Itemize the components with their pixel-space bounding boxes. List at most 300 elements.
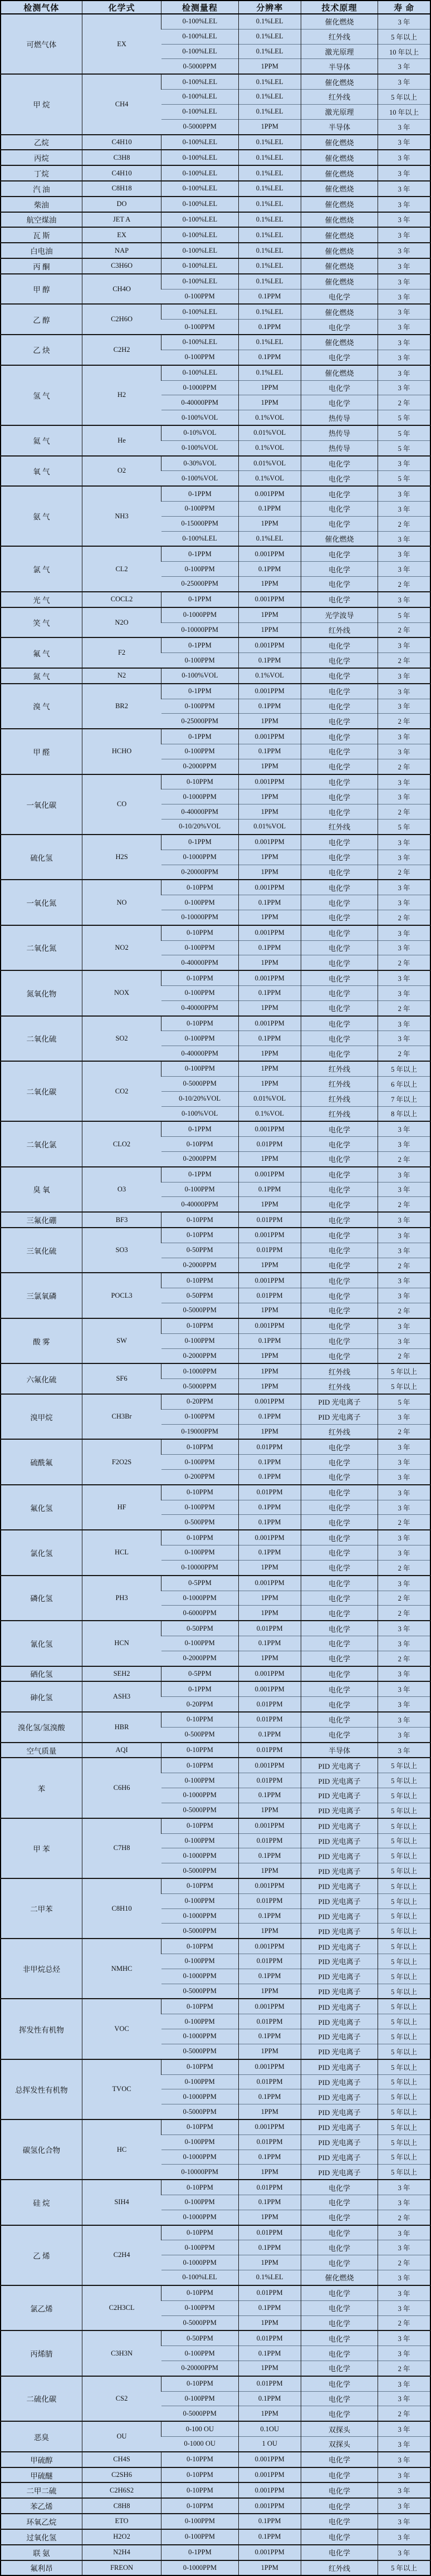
formula-cell: OU — [82, 2421, 161, 2452]
gas-group-start-row — [1, 2376, 430, 2391]
gas-name-cell: 丙烯腈 — [1, 2330, 82, 2376]
range-cell: 0-100%LEL — [161, 227, 238, 243]
column-header: 检测气体 — [1, 1, 82, 14]
resolution-cell: 0.1PPM — [238, 2391, 301, 2406]
formula-cell: ETO — [82, 2514, 161, 2529]
formula-cell: C3H6O — [82, 258, 161, 274]
resolution-cell: 0.001PPM — [238, 774, 301, 789]
principle-cell: 电化学 — [301, 1439, 378, 1454]
resolution-cell: 0.001PPM — [238, 1878, 301, 1893]
principle-cell: PID 光电离子 — [301, 1803, 378, 1818]
principle-cell: 电化学 — [301, 350, 378, 365]
gas-name-cell: 氟 气 — [1, 637, 82, 668]
lifespan-cell: 5 年以上 — [378, 1833, 430, 1848]
lifespan-cell: 3 年 — [378, 2195, 430, 2210]
formula-cell: F2 — [82, 637, 161, 668]
range-cell: 0-10PPM — [161, 1999, 238, 2014]
range-cell: 0-10000PPM — [161, 910, 238, 925]
lifespan-cell: 3 年 — [378, 1743, 430, 1758]
principle-cell: 电化学 — [301, 2300, 378, 2315]
lifespan-cell: 3 年 — [378, 1666, 430, 1682]
range-cell: 0-1000PPM — [161, 2029, 238, 2044]
formula-cell: VOC — [82, 1999, 161, 2059]
principle-cell: 电化学 — [301, 1727, 378, 1742]
range-cell: 0-100 OU — [161, 2421, 238, 2436]
lifespan-cell: 6 年以上 — [378, 1076, 430, 1091]
lifespan-cell: 5 年以上 — [378, 1878, 430, 1893]
lifespan-cell: 5 年以上 — [378, 1788, 430, 1803]
range-cell: 0-100PPM — [161, 1773, 238, 1788]
range-cell: 0-1000PPM — [161, 2150, 238, 2165]
resolution-cell: 0.1%LEL — [238, 212, 301, 228]
range-cell: 0-10PPM — [161, 925, 238, 940]
principle-cell: 电化学 — [301, 835, 378, 850]
range-cell: 0-100PPM — [161, 1500, 238, 1515]
resolution-cell: 0.01PPM — [238, 1743, 301, 1758]
lifespan-cell: 8 年以上 — [378, 1106, 430, 1121]
range-cell: 0-10PPM — [161, 1137, 238, 1152]
lifespan-cell: 2 年 — [378, 2255, 430, 2270]
principle-cell: 电化学 — [301, 2376, 378, 2391]
range-cell: 0-100%LEL — [161, 181, 238, 197]
lifespan-cell: 3 年 — [378, 456, 430, 471]
principle-cell: 催化燃烧 — [301, 14, 378, 29]
resolution-cell: 0.1PPM — [238, 1409, 301, 1424]
lifespan-cell: 3 年 — [378, 1182, 430, 1197]
gas-group-start-row — [1, 2467, 430, 2483]
lifespan-cell: 3 年 — [378, 350, 430, 365]
formula-cell: C4H10 — [82, 165, 161, 181]
resolution-cell: 0.01%VOL — [238, 820, 301, 835]
principle-cell: PID 光电离子 — [301, 2165, 378, 2180]
principle-cell: PID 光电离子 — [301, 2119, 378, 2135]
principle-cell: 催化燃烧 — [301, 150, 378, 165]
range-cell: 0-100PPM — [161, 2514, 238, 2529]
gas-group-start-row — [1, 1576, 430, 1591]
formula-cell: C2H3CL — [82, 2285, 161, 2330]
gas-name-cell: 氮氧化物 — [1, 970, 82, 1015]
resolution-cell: 0.01%VOL — [238, 425, 301, 440]
lifespan-cell: 3 年 — [378, 1016, 430, 1031]
lifespan-cell: 7 年以上 — [378, 1091, 430, 1106]
lifespan-cell: 3 年 — [378, 227, 430, 243]
lifespan-cell: 3 年 — [378, 304, 430, 319]
lifespan-cell: 2 年 — [378, 1606, 430, 1621]
range-cell: 0-10%VOL — [161, 425, 238, 440]
resolution-cell: 0.01PPM — [238, 1485, 301, 1500]
range-cell: 0-100%LEL — [161, 243, 238, 258]
lifespan-cell: 2 年 — [378, 1046, 430, 1061]
lifespan-cell: 5 年以上 — [378, 1363, 430, 1378]
formula-cell: C6H6 — [82, 1758, 161, 1818]
lifespan-cell: 5 年 — [378, 410, 430, 425]
range-cell: 0-100PPM — [161, 699, 238, 714]
principle-cell: 电化学 — [301, 2391, 378, 2406]
resolution-cell: 1PPM — [238, 1984, 301, 1999]
formula-cell: CO2 — [82, 1061, 161, 1121]
principle-cell: 电化学 — [301, 2255, 378, 2270]
range-cell: 0-10PPM — [161, 1228, 238, 1243]
range-cell: 0-1000PPM — [161, 2089, 238, 2104]
resolution-cell: 0.001PPM — [238, 1121, 301, 1136]
principle-cell: 光学波导 — [301, 607, 378, 622]
gas-group-start-row — [1, 1712, 430, 1727]
principle-cell: 电化学 — [301, 653, 378, 668]
resolution-cell: 1PPM — [238, 1924, 301, 1939]
principle-cell: 电化学 — [301, 744, 378, 759]
gas-name-cell: 过氧化氢 — [1, 2529, 82, 2545]
formula-cell: NOX — [82, 970, 161, 1015]
range-cell: 0-10PPM — [161, 1818, 238, 1833]
range-cell: 0-10PPM — [161, 970, 238, 985]
gas-name-cell: 乙 炔 — [1, 335, 82, 365]
resolution-cell: 0.001PPM — [238, 2119, 301, 2135]
resolution-cell: 1PPM — [238, 59, 301, 74]
gas-name-cell: 酸 雾 — [1, 1318, 82, 1363]
range-cell: 0-10PPM — [161, 2467, 238, 2483]
range-cell: 0-100PPM — [161, 2346, 238, 2361]
resolution-cell: 0.01PPM — [238, 2376, 301, 2391]
gas-name-cell: 硒化氢 — [1, 1666, 82, 1682]
range-cell: 0-100PPM — [161, 2529, 238, 2545]
range-cell: 0-10PPM — [161, 2482, 238, 2498]
principle-cell: 红外线 — [301, 1363, 378, 1378]
range-cell: 0-5000PPM — [161, 1076, 238, 1091]
lifespan-cell: 3 年 — [378, 365, 430, 380]
gas-group-start-row — [1, 2514, 430, 2529]
lifespan-cell: 3 年 — [378, 2376, 430, 2391]
formula-cell: SF6 — [82, 1363, 161, 1394]
range-cell: 0-1PPM — [161, 835, 238, 850]
gas-name-cell: 溴甲烷 — [1, 1394, 82, 1439]
principle-cell: 电化学 — [301, 1470, 378, 1485]
resolution-cell: 0.1%LEL — [238, 150, 301, 165]
range-cell: 0-500PPM — [161, 1515, 238, 1530]
gas-group-start-row — [1, 1318, 430, 1333]
principle-cell: 电化学 — [301, 471, 378, 486]
gas-group-start-row — [1, 2529, 430, 2545]
lifespan-cell: 3 年 — [378, 880, 430, 895]
gas-group-start-row — [1, 165, 430, 181]
range-cell: 0-10PPM — [161, 1530, 238, 1545]
resolution-cell: 0.001PPM — [238, 546, 301, 561]
range-cell: 0-1PPM — [161, 684, 238, 699]
principle-cell: 热传导 — [301, 410, 378, 425]
principle-cell: 电化学 — [301, 1681, 378, 1696]
gas-name-cell: 氟化氢 — [1, 1485, 82, 1530]
formula-cell: CO — [82, 774, 161, 835]
gas-name-cell: 二甲苯 — [1, 1878, 82, 1939]
gas-group-start-row — [1, 1485, 430, 1500]
principle-cell: 电化学 — [301, 774, 378, 789]
resolution-cell: 0.01PPM — [238, 2285, 301, 2300]
principle-cell: 催化燃烧 — [301, 243, 378, 258]
principle-cell: 电化学 — [301, 684, 378, 699]
lifespan-cell: 2 年 — [378, 955, 430, 970]
principle-cell: 电化学 — [301, 1121, 378, 1136]
formula-cell: CLO2 — [82, 1121, 161, 1166]
lifespan-cell: 3 年 — [378, 2452, 430, 2467]
range-cell: 0-10000PPM — [161, 1560, 238, 1575]
resolution-cell: 0.1PPM — [238, 2240, 301, 2255]
principle-cell: 电化学 — [301, 2240, 378, 2255]
resolution-cell: 1PPM — [238, 1363, 301, 1378]
principle-cell: 电化学 — [301, 1137, 378, 1152]
column-header: 技术原理 — [301, 1, 378, 14]
principle-cell: 催化燃烧 — [301, 531, 378, 546]
range-cell: 0-10PPM — [161, 1273, 238, 1288]
resolution-cell: 0.1PPM — [238, 986, 301, 1001]
lifespan-cell: 3 年 — [378, 320, 430, 335]
lifespan-cell: 3 年 — [378, 546, 430, 561]
gas-group-start-row — [1, 2225, 430, 2240]
principle-cell: PID 光电离子 — [301, 2059, 378, 2074]
resolution-cell: 1PPM — [238, 577, 301, 592]
resolution-cell: 0.01PPM — [238, 1712, 301, 1727]
resolution-cell: 0.1PPM — [238, 562, 301, 577]
range-cell: 0-10PPM — [161, 2059, 238, 2074]
range-cell: 0-1PPM — [161, 637, 238, 652]
resolution-cell: 0.01PPM — [238, 2330, 301, 2346]
principle-cell: 催化燃烧 — [301, 74, 378, 89]
gas-name-cell: 总挥发性有机物 — [1, 2059, 82, 2119]
resolution-cell: 0.1PPM — [238, 1908, 301, 1924]
principle-cell: 双探头 — [301, 2421, 378, 2436]
lifespan-cell: 3 年 — [378, 2467, 430, 2483]
principle-cell: 电化学 — [301, 940, 378, 955]
gas-name-cell: 二氧化氮 — [1, 925, 82, 970]
principle-cell: 电化学 — [301, 1545, 378, 1561]
principle-cell: 电化学 — [301, 289, 378, 304]
lifespan-cell: 5 年 — [378, 471, 430, 486]
range-cell: 0-100PPM — [161, 1954, 238, 1969]
lifespan-cell: 3 年 — [378, 502, 430, 517]
principle-cell: 催化燃烧 — [301, 165, 378, 181]
gas-group-start-row — [1, 74, 430, 89]
principle-cell: 电化学 — [301, 1455, 378, 1470]
principle-cell: 电化学 — [301, 2514, 378, 2529]
formula-cell: F2O2S — [82, 1439, 161, 1484]
lifespan-cell: 3 年 — [378, 197, 430, 212]
resolution-cell: 1PPM — [238, 119, 301, 134]
gas-name-cell: 航空煤油 — [1, 212, 82, 228]
principle-cell: 电化学 — [301, 2529, 378, 2545]
gas-name-cell: 甲 醛 — [1, 729, 82, 774]
gas-name-cell: 挥发性有机物 — [1, 1999, 82, 2059]
resolution-cell: 1PPM — [238, 1061, 301, 1076]
resolution-cell: 1PPM — [238, 622, 301, 637]
principle-cell: PID 光电离子 — [301, 2104, 378, 2119]
formula-cell: SO3 — [82, 1228, 161, 1273]
formula-cell: EX — [82, 227, 161, 243]
gas-group-start-row — [1, 1016, 430, 1031]
resolution-cell: 0.1%VOL — [238, 471, 301, 486]
resolution-cell: 0.01%VOL — [238, 456, 301, 471]
range-cell: 0-100PPM — [161, 1333, 238, 1348]
formula-cell: SW — [82, 1318, 161, 1363]
lifespan-cell: 2 年 — [378, 759, 430, 774]
resolution-cell: 0.001PPM — [238, 1394, 301, 1409]
formula-cell: NO2 — [82, 925, 161, 970]
gas-name-cell: 二氧化碳 — [1, 1061, 82, 1121]
range-cell: 0-10000PPM — [161, 2165, 238, 2180]
formula-cell: C8H18 — [82, 181, 161, 197]
resolution-cell: 1PPM — [238, 804, 301, 820]
lifespan-cell: 3 年 — [378, 789, 430, 804]
range-cell: 0-5000PPM — [161, 1984, 238, 1999]
range-cell: 0-10/20%VOL — [161, 1091, 238, 1106]
lifespan-cell: 5 年以上 — [378, 1939, 430, 1954]
range-cell: 0-5000PPM — [161, 2044, 238, 2059]
lifespan-cell: 3 年 — [378, 1681, 430, 1696]
lifespan-cell: 5 年以上 — [378, 2135, 430, 2150]
resolution-cell: 0.1OU — [238, 2421, 301, 2436]
lifespan-cell: 2 年 — [378, 714, 430, 729]
formula-cell: HC — [82, 2119, 161, 2180]
gas-name-cell: 一氧化氮 — [1, 880, 82, 925]
resolution-cell: 0.1PPM — [238, 2089, 301, 2104]
resolution-cell: 0.1PPM — [238, 1788, 301, 1803]
formula-cell: O2 — [82, 456, 161, 487]
range-cell: 0-100PPM — [161, 2300, 238, 2315]
resolution-cell: 0.001PPM — [238, 2498, 301, 2514]
range-cell: 0-100PPM — [161, 2195, 238, 2210]
resolution-cell: 0.1%LEL — [238, 197, 301, 212]
lifespan-cell: 2 年 — [378, 1151, 430, 1166]
resolution-cell: 1PPM — [238, 1000, 301, 1015]
resolution-cell: 0.001PPM — [238, 970, 301, 985]
formula-cell: AQI — [82, 1743, 161, 1758]
resolution-cell: 1PPM — [238, 1258, 301, 1273]
range-cell: 0-1PPM — [161, 592, 238, 607]
lifespan-cell: 3 年 — [378, 1318, 430, 1333]
resolution-cell: 0.1PPM — [238, 2346, 301, 2361]
resolution-cell: 0.001PPM — [238, 1999, 301, 2014]
lifespan-cell: 3 年 — [378, 1333, 430, 1348]
range-cell: 0-1PPM — [161, 1681, 238, 1696]
gas-group-start-row — [1, 1818, 430, 1833]
range-cell: 0-100PPM — [161, 1833, 238, 1848]
gas-group-start-row — [1, 335, 430, 350]
range-cell: 0-100PPM — [161, 1182, 238, 1197]
range-cell: 0-100%VOL — [161, 410, 238, 425]
resolution-cell: 0.01PPM — [238, 2074, 301, 2089]
formula-cell: COCL2 — [82, 592, 161, 607]
resolution-cell: 1PPM — [238, 759, 301, 774]
principle-cell: 电化学 — [301, 850, 378, 865]
resolution-cell: 0.1PPM — [238, 699, 301, 714]
gas-name-cell: 光 气 — [1, 592, 82, 607]
lifespan-cell: 3 年 — [378, 1243, 430, 1258]
resolution-cell: 1PPM — [238, 2255, 301, 2270]
lifespan-cell: 3 年 — [378, 2330, 430, 2346]
lifespan-cell: 3 年 — [378, 1636, 430, 1651]
lifespan-cell: 5 年以上 — [378, 1863, 430, 1878]
resolution-cell: 0.1PPM — [238, 1500, 301, 1515]
lifespan-cell: 10 年以上 — [378, 44, 430, 59]
lifespan-cell: 2 年 — [378, 1651, 430, 1666]
gas-group-start-row — [1, 1228, 430, 1243]
principle-cell: 红外线 — [301, 622, 378, 637]
lifespan-cell: 5 年以上 — [378, 2089, 430, 2104]
gas-group-start-row — [1, 1666, 430, 1682]
principle-cell: 电化学 — [301, 925, 378, 940]
gas-group-start-row — [1, 2180, 430, 2195]
gas-name-cell: 空气质量 — [1, 1743, 82, 1758]
resolution-cell: 1PPM — [238, 1606, 301, 1621]
range-cell: 0-1000PPM — [161, 789, 238, 804]
range-cell: 0-1000PPM — [161, 2560, 238, 2576]
lifespan-cell: 5 年以上 — [378, 1908, 430, 1924]
formula-cell: CH3Br — [82, 1394, 161, 1439]
resolution-cell: 0.01PPM — [238, 1621, 301, 1636]
resolution-cell: 1PPM — [238, 2361, 301, 2376]
principle-cell: 激光原理 — [301, 104, 378, 119]
resolution-cell: 0.1%VOL — [238, 1106, 301, 1121]
range-cell: 0-100%LEL — [161, 197, 238, 212]
resolution-cell: 0.1%LEL — [238, 531, 301, 546]
principle-cell: 电化学 — [301, 2346, 378, 2361]
range-cell: 0-100%LEL — [161, 165, 238, 181]
resolution-cell: 1PPM — [238, 1303, 301, 1318]
range-cell: 0-100%LEL — [161, 104, 238, 119]
principle-cell: 电化学 — [301, 970, 378, 985]
resolution-cell: 1PPM — [238, 2104, 301, 2119]
range-cell: 0-1000PPM — [161, 380, 238, 395]
gas-group-start-row — [1, 880, 430, 895]
formula-cell: HCHO — [82, 729, 161, 774]
resolution-cell: 1PPM — [238, 1560, 301, 1575]
range-cell: 0-10PPM — [161, 1743, 238, 1758]
range-cell: 0-100%LEL — [161, 274, 238, 289]
formula-cell: CH4S — [82, 2452, 161, 2467]
lifespan-cell: 2 年 — [378, 2361, 430, 2376]
principle-cell: 催化燃烧 — [301, 212, 378, 228]
range-cell: 0-10PPM — [161, 774, 238, 789]
principle-cell: PID 光电离子 — [301, 1773, 378, 1788]
resolution-cell: 0.001PPM — [238, 1228, 301, 1243]
formula-cell: H2S — [82, 835, 161, 880]
gas-name-cell: 氢 气 — [1, 365, 82, 425]
lifespan-cell: 5 年 — [378, 425, 430, 440]
resolution-cell: 0.1%LEL — [238, 274, 301, 289]
range-cell: 0-1000PPM — [161, 850, 238, 865]
gas-name-cell: 苯乙烯 — [1, 2498, 82, 2514]
resolution-cell: 1PPM — [238, 1046, 301, 1061]
lifespan-cell: 5 年以上 — [378, 1893, 430, 1908]
resolution-cell: 1PPM — [238, 607, 301, 622]
lifespan-cell: 5 年以上 — [378, 1954, 430, 1969]
principle-cell: 电化学 — [301, 699, 378, 714]
gas-name-cell: 甲硫醇 — [1, 2452, 82, 2467]
gas-group-start-row — [1, 2285, 430, 2300]
principle-cell: 电化学 — [301, 668, 378, 684]
gas-group-start-row — [1, 150, 430, 165]
formula-cell: ASH3 — [82, 1681, 161, 1712]
resolution-cell: 0.1PPM — [238, 1470, 301, 1485]
range-cell: 0-100%LEL — [161, 29, 238, 44]
resolution-cell: 0.1PPM — [238, 2300, 301, 2315]
gas-group-start-row — [1, 1621, 430, 1636]
resolution-cell: 0.001PPM — [238, 1576, 301, 1591]
lifespan-cell: 3 年 — [378, 2545, 430, 2560]
lifespan-cell: 5 年以上 — [378, 1924, 430, 1939]
gas-name-cell: 磷化氢 — [1, 1576, 82, 1621]
resolution-cell: 0.1PPM — [238, 1515, 301, 1530]
principle-cell: PID 光电离子 — [301, 1863, 378, 1878]
lifespan-cell: 3 年 — [378, 2421, 430, 2436]
resolution-cell: 0.1PPM — [238, 895, 301, 910]
